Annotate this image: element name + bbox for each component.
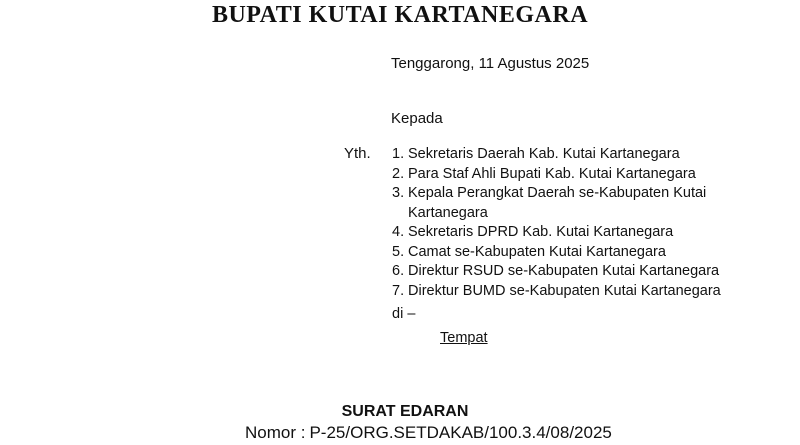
di-label: di – [392,306,416,322]
recipient-text: Sekretaris DPRD Kab. Kutai Kartanegara [408,224,674,240]
recipient-item [392,184,732,223]
recipient-text: Direktur RSUD se-Kabupaten Kutai Kartanegara [408,263,720,279]
surat-edaran-title: SURAT EDARAN [341,403,469,420]
recipient-text: Sekretaris Daerah Kab. Kutai Kartanegara [408,146,680,162]
surat-edaran-number [245,422,612,444]
letterhead-title: BUPATI KUTAI KARTANEGARA [211,2,589,28]
recipient-text: Para Staf Ahli Bupati Kab. Kutai Kartanegara [408,165,696,182]
recipient-item [392,262,732,282]
nomor-value: P-25/ORG.SETDAKAB/100.3.4/08/2025 [309,423,612,442]
recipient-text: Direktur BUMD se-Kabupaten Kutai Kartanegara [408,282,721,299]
recipient-number: 6. [392,263,405,279]
recipient-text: Camat se-Kabupaten Kutai Kartanegara [408,243,666,260]
recipient-number: 5. [392,243,405,260]
recipient-item [392,243,732,263]
recipient-number: 2. [392,165,405,182]
place-date: Tenggarong, 11 Agustus 2025 [391,55,590,72]
recipient-list [392,145,732,301]
recipient-number: 4. [392,224,405,240]
yth-label: Yth. [344,145,371,162]
nomor-label: Nomor : [245,423,306,442]
recipient-item [392,282,732,302]
tempat-label: Tempat [440,330,488,346]
recipient-text: Kepala Perangkat Daerah se-Kabupaten Kutai Kartanegara [408,185,707,221]
recipient-number: 1. [392,146,405,162]
recipient-number: 3. [392,185,405,201]
recipient-item [392,223,732,243]
recipient-number: 7. [392,282,405,299]
recipient-item [392,165,732,185]
kepada-label: Kepada [391,110,443,127]
recipient-item [392,145,732,165]
